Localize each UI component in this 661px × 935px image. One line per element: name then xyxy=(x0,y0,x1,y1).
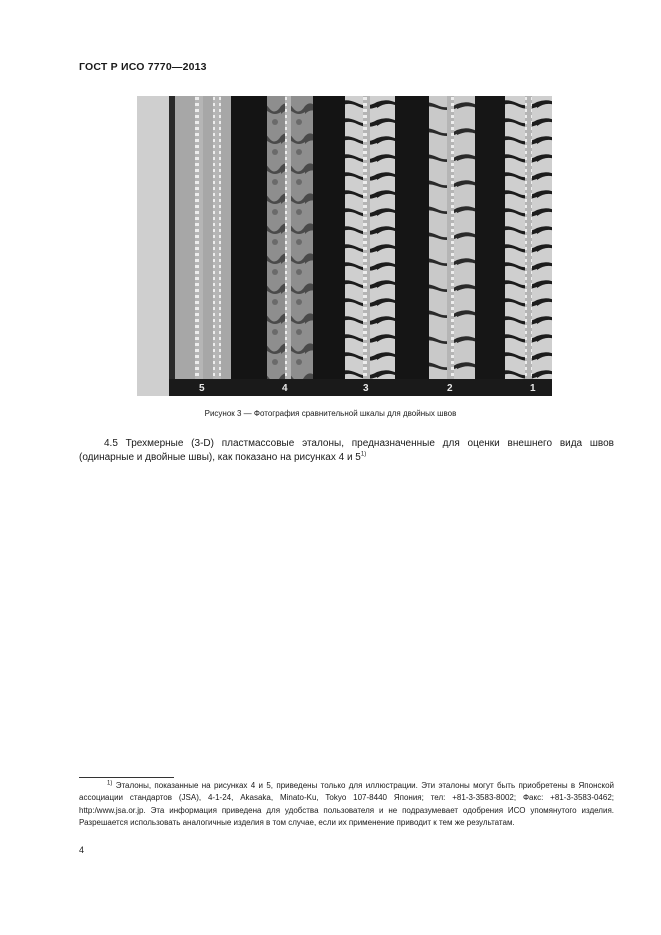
paragraph-text: 4.5 Трехмерные (3-D) пластмассовые эталоны, предназначенные для оценки внешнего вида швов (одинарные и двойные швы), как показано на рисунках 4 и 5 xyxy=(79,438,614,463)
footnote-marker: 1) xyxy=(107,780,113,787)
stripe-label-2: 2 xyxy=(447,383,453,394)
section-paragraph xyxy=(79,437,614,465)
figure-caption: Рисунок 3 — Фотография сравнительной шкалы для двойных швов xyxy=(204,409,457,418)
page-number: 4 xyxy=(79,845,85,855)
footnote xyxy=(79,780,614,829)
stripe-label-4: 4 xyxy=(282,383,288,394)
footnote-reference[interactable]: 1) xyxy=(360,451,367,458)
stripe-label-5: 5 xyxy=(199,383,205,394)
stripe-label-1: 1 xyxy=(530,383,536,394)
stripe-label-3: 3 xyxy=(363,383,369,394)
footnote-separator xyxy=(79,777,174,778)
seam-comparison-photo xyxy=(137,96,552,396)
seam-photo-image xyxy=(137,96,552,396)
document-header: ГОСТ Р ИСО 7770—2013 xyxy=(79,61,207,73)
footnote-text: Эталоны, показанные на рисунках 4 и 5, приведены только для иллюстрации. Эти эталоны могут быть приобретены в Японской ассоциации стандартов (JSA), 4-1-24, Akasaka, Minato-Ku, Tokyo 107-8440 Япония; тел: +81-3-3583-8002; Факс: +81-3-3583-0462; http:/www.jsa.or.jp. Эта информация приведена для удобства пользователя и не подразумевает одобрения ИСО упомянутого изделия. Разрешается использовать аналогичные изделия в том случае, если их применение приводит к тем же результатам. xyxy=(79,781,615,827)
